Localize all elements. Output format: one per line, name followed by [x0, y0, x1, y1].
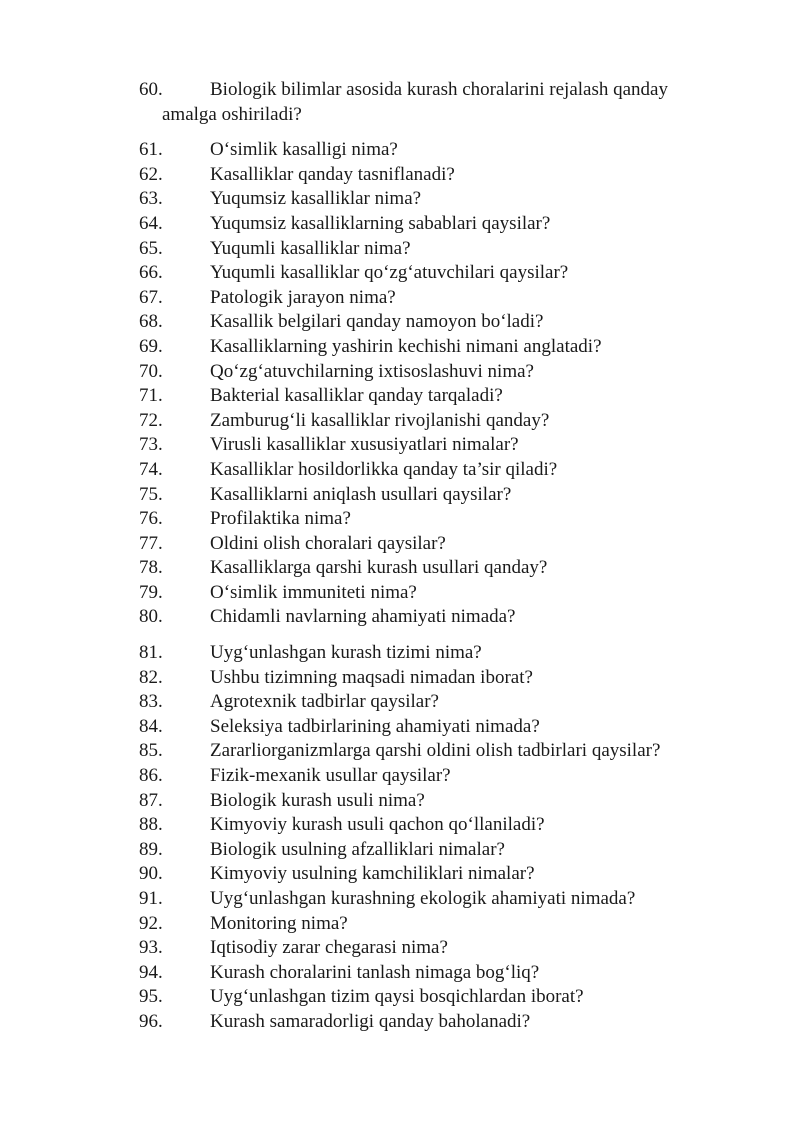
question-text: Uyg‘unlashgan kurash tizimi nima?: [210, 642, 482, 664]
question-text: Kasalliklar hosildorlikka qanday ta’sir qiladi?: [210, 458, 558, 480]
question-item: [139, 78, 759, 127]
question-text: Kasallik belgilari qanday namoyon bo‘ladi?: [210, 311, 544, 333]
question-item: [139, 690, 759, 715]
question-item: [139, 1010, 759, 1035]
question-text-continuation: amalga oshiriladi?: [162, 103, 302, 125]
question-text: Uyg‘unlashgan tizim qaysi bosqichlardan iborat?: [210, 986, 584, 1008]
question-item: [139, 483, 759, 508]
question-item: [139, 409, 759, 434]
question-text: Kurash choralarini tanlash nimaga bog‘liq?: [210, 961, 540, 983]
question-item: [139, 887, 759, 912]
question-number: 79.: [139, 581, 163, 603]
question-text: Yuqumsiz kasalliklarning sabablari qaysilar?: [210, 212, 551, 234]
question-item: [139, 532, 759, 557]
question-number: 90.: [139, 863, 163, 885]
question-number: 84.: [139, 715, 163, 737]
question-text: Kasalliklarning yashirin kechishi nimani anglatadi?: [210, 335, 602, 357]
question-item: [139, 286, 759, 311]
question-text: Chidamli navlarning ahamiyati nimada?: [210, 606, 516, 628]
question-text: Bakterial kasalliklar qanday tarqaladi?: [210, 385, 503, 407]
question-number: 95.: [139, 986, 163, 1008]
question-item: [139, 961, 759, 986]
question-text: Virusli kasalliklar xususiyatlari nimalar?: [210, 434, 519, 456]
question-number: 88.: [139, 814, 163, 836]
question-item: [139, 212, 759, 237]
question-number: 75.: [139, 483, 163, 505]
question-item: [139, 187, 759, 212]
question-text: Kurash samaradorligi qanday baholanadi?: [210, 1010, 531, 1032]
question-number: 78.: [139, 557, 163, 579]
question-item: [139, 641, 759, 666]
question-text: Profilaktika nima?: [210, 508, 351, 530]
question-number: 60.: [139, 79, 163, 100]
question-item: [139, 789, 759, 814]
question-text: Biologik usulning afzalliklari nimalar?: [210, 838, 505, 860]
question-text: Yuqumli kasalliklar nima?: [210, 237, 411, 259]
question-text: Monitoring nima?: [210, 912, 348, 934]
question-item: [139, 458, 759, 483]
question-text: Ushbu tizimning maqsadi nimadan iborat?: [210, 666, 533, 688]
question-text: Yuqumli kasalliklar qo‘zg‘atuvchilari qaysilar?: [210, 262, 569, 284]
question-number: 82.: [139, 666, 163, 688]
question-text: Uyg‘unlashgan kurashning ekologik ahamiyati nimada?: [210, 888, 636, 909]
question-number: 65.: [139, 237, 163, 259]
question-text: Kimyoviy usulning kamchiliklari nimalar?: [210, 863, 535, 885]
question-number: 96.: [139, 1010, 163, 1032]
question-text: Seleksiya tadbirlarining ahamiyati nimada?: [210, 715, 540, 737]
question-item: [139, 838, 759, 863]
question-item: [139, 237, 759, 262]
question-number: 89.: [139, 838, 163, 860]
question-number: 81.: [139, 642, 163, 664]
question-text: Biologik kurash usuli nima?: [210, 789, 425, 811]
question-number: 74.: [139, 458, 163, 480]
question-text: Biologik bilimlar asosida kurash choralarini rejalash qanday: [210, 79, 668, 100]
question-number: 77.: [139, 532, 163, 554]
question-item: [139, 581, 759, 606]
question-item: [139, 936, 759, 961]
question-item: [139, 862, 759, 887]
question-item: [139, 433, 759, 458]
question-number: 63.: [139, 188, 163, 210]
question-item: [139, 813, 759, 838]
question-number: 61.: [139, 139, 163, 161]
question-text: Fizik-mexanik usullar qaysilar?: [210, 765, 451, 787]
question-number: 66.: [139, 262, 163, 284]
question-number: 67.: [139, 286, 163, 308]
question-number: 80.: [139, 606, 163, 628]
question-number: 71.: [139, 385, 163, 407]
question-item: [139, 138, 759, 163]
question-text: O‘simlik immuniteti nima?: [210, 581, 417, 603]
question-text: Zararliorganizmlarga qarshi oldini olish tadbirlari qaysilar?: [210, 740, 661, 762]
question-number: 85.: [139, 740, 163, 762]
question-item: [139, 739, 759, 764]
question-item: [139, 310, 759, 335]
question-item: [139, 912, 759, 937]
question-number: 68.: [139, 311, 163, 333]
question-number: 93.: [139, 937, 163, 959]
question-item: [139, 507, 759, 532]
question-item: [139, 163, 759, 188]
question-number: 76.: [139, 508, 163, 530]
group-spacer: [139, 630, 759, 641]
question-item: [139, 335, 759, 360]
question-item: [139, 556, 759, 581]
question-item: [139, 605, 759, 630]
question-text: Oldini olish choralari qaysilar?: [210, 532, 446, 554]
group-spacer: [139, 127, 759, 138]
question-number: 70.: [139, 360, 163, 382]
question-text: Zamburug‘li kasalliklar rivojlanishi qanday?: [210, 409, 550, 431]
question-item: [139, 261, 759, 286]
question-number: 87.: [139, 789, 163, 811]
question-item: [139, 666, 759, 691]
question-number: 83.: [139, 691, 163, 713]
question-number: 64.: [139, 212, 163, 234]
question-item: [139, 764, 759, 789]
question-number: 73.: [139, 434, 163, 456]
question-text: Yuqumsiz kasalliklar nima?: [210, 188, 422, 210]
question-number: 91.: [139, 888, 163, 909]
question-text: Patologik jarayon nima?: [210, 286, 396, 308]
question-text: Iqtisodiy zarar chegarasi nima?: [210, 937, 448, 959]
question-item: [139, 384, 759, 409]
question-item: [139, 985, 759, 1010]
question-number: 86.: [139, 765, 163, 787]
question-text: Kasalliklarga qarshi kurash usullari qanday?: [210, 557, 548, 579]
question-number: 72.: [139, 409, 163, 431]
question-item: [139, 360, 759, 385]
question-number: 62.: [139, 163, 163, 185]
question-number: 69.: [139, 335, 163, 357]
question-text: Kimyoviy kurash usuli qachon qo‘llaniladi?: [210, 814, 545, 836]
question-text: Qo‘zg‘atuvchilarning ixtisoslashuvi nima?: [210, 360, 534, 382]
question-number: 92.: [139, 912, 163, 934]
question-text: Agrotexnik tadbirlar qaysilar?: [210, 691, 439, 713]
question-item: [139, 715, 759, 740]
question-text: Kasalliklar qanday tasniflanadi?: [210, 163, 455, 185]
question-text: O‘simlik kasalligi nima?: [210, 139, 398, 161]
question-list: [139, 78, 759, 1035]
question-text: Kasalliklarni aniqlash usullari qaysilar?: [210, 483, 512, 505]
question-number: 94.: [139, 961, 163, 983]
